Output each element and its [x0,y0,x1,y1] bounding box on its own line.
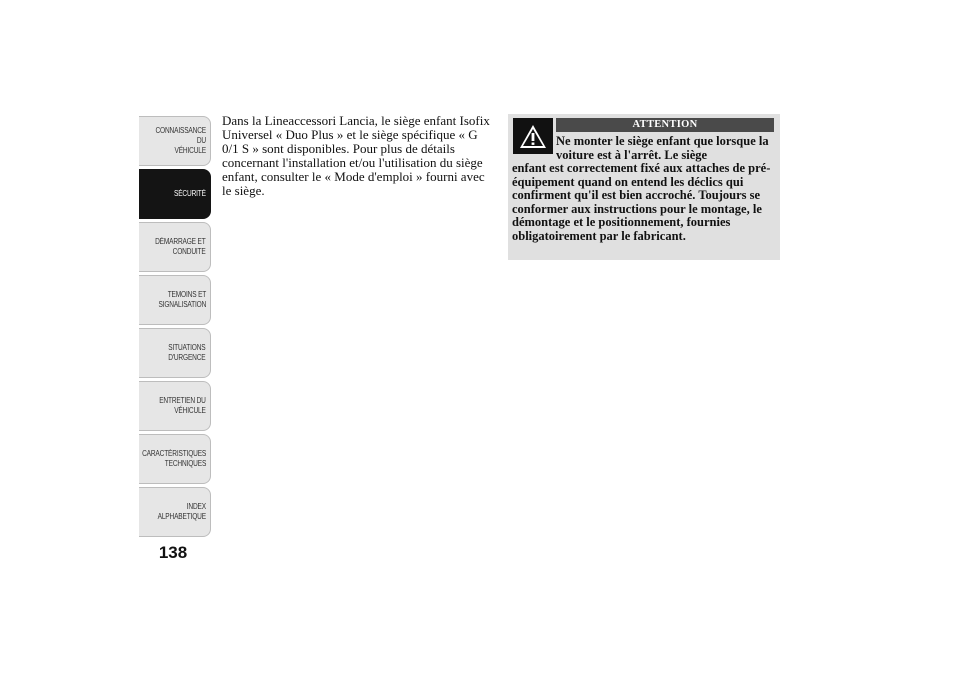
tab-label: CONNAISSANCE DU VÉHICULE [155,126,206,155]
tab-securite[interactable] [139,169,211,219]
tab-entretien-du-vehicule[interactable] [139,381,211,431]
tab-situations-d-urgence[interactable] [139,328,211,378]
warning-box [508,114,780,260]
warning-text-first: Ne monter le siège enfant que lorsque la voiture est à l'arrêt. Le siège [556,134,769,162]
page-number: 138 [158,543,188,562]
tab-label: DÉMARRAGE ET CONDUITE [155,237,206,256]
tab-label: CARACTÉRISTIQUES TECHNIQUES [141,449,206,468]
tab-label: INDEX ALPHABETIQUE [157,502,206,521]
tab-label: ENTRETIEN DU VÉHICULE [159,396,206,415]
tab-label: SITUATIONS D'URGENCE [168,343,206,362]
tab-demarrage-et-conduite[interactable] [139,222,211,272]
warning-triangle-icon [513,118,553,154]
body-paragraph: Dans la Lineaccessori Lancia, le siège enfant Isofix Universel « Duo Plus » et le siège spécifique « G 0/1 S » sont disponibles. Pour plus de détails concernant l'installation et/ou l'utilisation du siège enfant, consulter le « Mode d'emploi » fourni avec le siège. [222,113,490,198]
tab-connaissance-du-vehicule[interactable] [139,116,211,166]
tab-caracteristiques-techniques[interactable] [139,434,211,484]
tab-temoins-et-signalisation[interactable] [139,275,211,325]
body-text [222,114,494,198]
tab-label: SÉCURITÉ [174,189,206,198]
chapter-tabs [139,116,211,540]
tab-index-alphabetique[interactable] [139,487,211,537]
warning-title: ATTENTION [556,118,774,132]
warning-text-rest: enfant est correctement fixé aux attaches de pré-équipement quand on entend les déclics qui confirment qu'il est bien accroché. Toujours se conformer aux instructions pour le montage, le démontage et le positionnement, fournies obligatoirement par le fabricant. [512,161,771,243]
tab-label: TEMOINS ET SIGNALISATION [158,290,206,309]
